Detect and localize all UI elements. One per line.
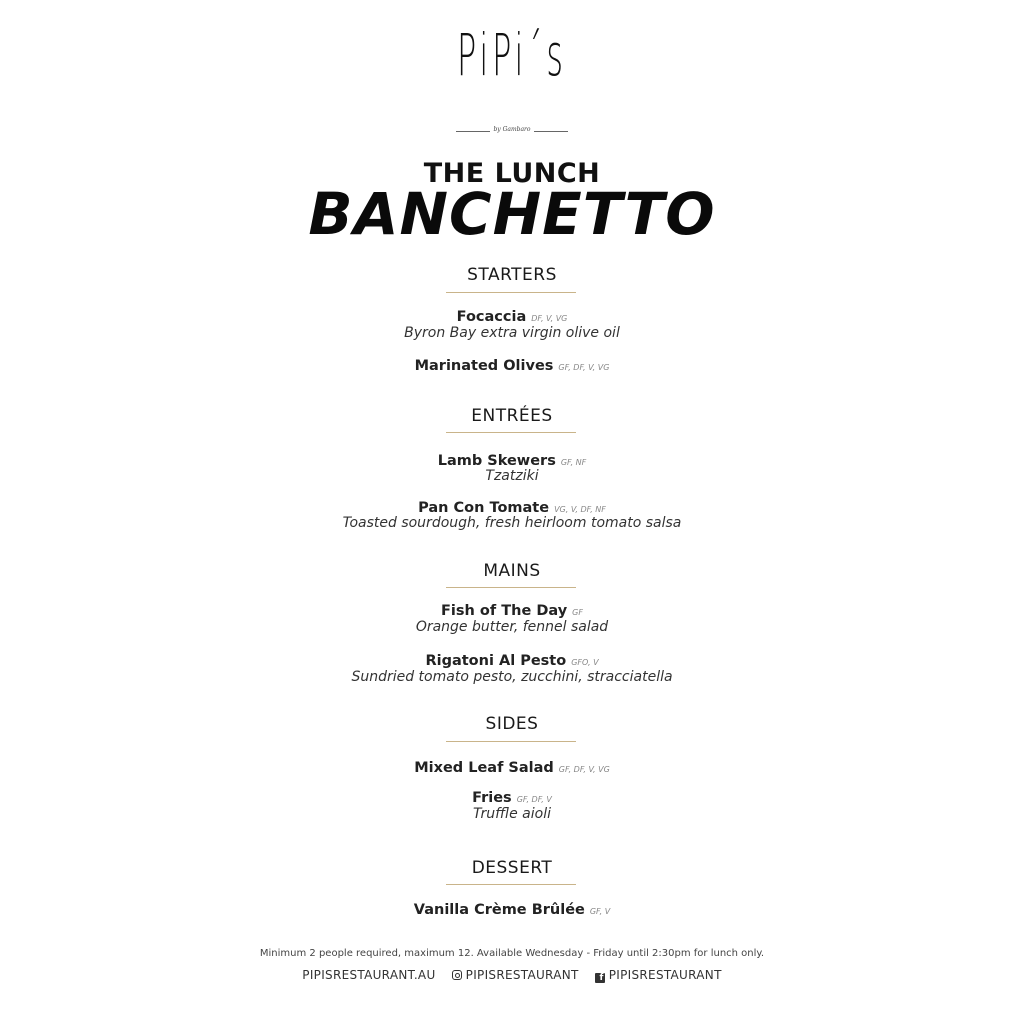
item-dietary-tags: GF	[572, 608, 583, 617]
menu-item	[0, 787, 1024, 806]
item-description: Toasted sourdough, fresh heirloom tomato salsa	[342, 515, 682, 531]
menu-item	[0, 650, 1024, 669]
item-dietary-tags: GFO, V	[571, 658, 599, 667]
item-name: Marinated Olives	[414, 358, 554, 374]
item-dietary-tags: DF, V, VG	[531, 314, 568, 323]
section-heading-sides: SIDES	[485, 714, 539, 734]
section-rule	[446, 884, 576, 885]
item-name: Focaccia	[456, 309, 527, 325]
item-dietary-tags: GF, DF, V, VG	[558, 765, 610, 774]
menu-item	[0, 899, 1024, 918]
instagram-handle: PIPISRESTAURANT	[465, 968, 579, 982]
item-dietary-tags: GF, DF, V, VG	[558, 363, 610, 372]
item-name: Mixed Leaf Salad	[414, 760, 554, 776]
menu-item	[0, 450, 1024, 469]
section-rule	[446, 587, 576, 588]
item-name: Rigatoni Al Pesto	[425, 653, 567, 669]
section-rule	[446, 741, 576, 742]
instagram-link[interactable]	[452, 968, 579, 982]
website-link[interactable]: PIPISRESTAURANT.AU	[302, 968, 436, 982]
item-name: Fries	[472, 790, 512, 806]
menu-item	[0, 355, 1024, 374]
section-heading-entrees: ENTRÉES	[471, 406, 553, 426]
byline-rule-left	[456, 131, 490, 132]
instagram-icon	[452, 970, 462, 980]
footer-links	[0, 968, 1024, 983]
item-description: Tzatziki	[485, 468, 539, 484]
item-dietary-tags: VG, V, DF, NF	[554, 505, 606, 514]
menu-item	[0, 306, 1024, 325]
menu-item	[0, 497, 1024, 516]
section-heading-mains: MAINS	[483, 561, 541, 581]
item-name: Lamb Skewers	[437, 453, 556, 469]
byline-text: by Gambaro	[493, 126, 531, 133]
facebook-icon: f	[595, 973, 605, 983]
item-description: Orange butter, fennel salad	[415, 619, 609, 635]
menu-item	[0, 757, 1024, 776]
section-rule	[446, 292, 576, 293]
item-description: Truffle aioli	[473, 806, 551, 822]
restaurant-logo	[0, 21, 1024, 89]
item-dietary-tags: GF, NF	[560, 458, 587, 467]
section-heading-starters: STARTERS	[467, 265, 557, 285]
logo-byline	[456, 126, 568, 136]
item-description: Sundried tomato pesto, zucchini, stracciatella	[351, 669, 673, 685]
item-dietary-tags: GF, DF, V	[516, 795, 552, 804]
item-name: Vanilla Crème Brûlée	[413, 902, 585, 918]
section-heading-dessert: DESSERT	[471, 858, 553, 878]
menu-item	[0, 600, 1024, 619]
menu-title-top: THE LUNCH	[423, 158, 601, 189]
item-description: Byron Bay extra virgin olive oil	[404, 325, 620, 341]
byline-rule-right	[534, 131, 568, 132]
menu-title-main: BANCHETTO	[308, 180, 716, 248]
facebook-link[interactable]	[595, 968, 722, 982]
item-dietary-tags: GF, V	[589, 907, 611, 916]
item-name: Pan Con Tomate	[418, 500, 550, 516]
availability-note: Minimum 2 people required, maximum 12. Available Wednesday - Friday until 2:30pm for lunch only.	[259, 948, 765, 959]
facebook-handle: PIPISRESTAURANT	[608, 968, 722, 982]
logo-wordmark: PiPi´s	[457, 21, 567, 89]
item-name: Fish of The Day	[441, 603, 568, 619]
section-rule	[446, 432, 576, 433]
